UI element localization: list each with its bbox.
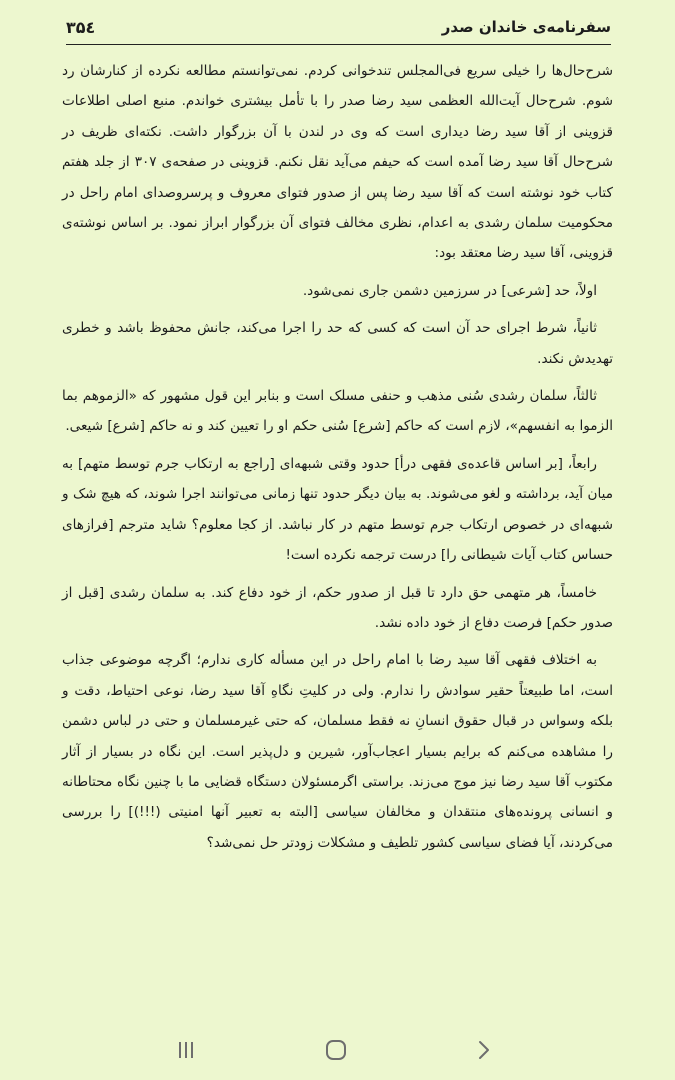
system-navigation-bar <box>0 1024 675 1080</box>
page-number: ۳۵٤ <box>66 17 96 37</box>
home-icon <box>324 1038 348 1062</box>
paragraph: ثانیاً، شرط اجرای حد آن است که کسی که حد را اجرا می‌کند، جانش محفوظ باشد و خطری تهدیدش نکند. <box>62 320 613 367</box>
paragraph: اولاً، حد [شرعی] در سرزمین دشمن جاری نمی‌شود. <box>302 282 597 299</box>
back-chevron-icon <box>473 1039 495 1061</box>
recent-apps-icon <box>175 1039 197 1061</box>
paragraph: رابعاً، [بر اساس قاعده‌ی فقهی درأ] حدود وقتی شبهه‌ای [راجع به ارتکاب جرم توسط متهم] به میان آید، برداشته و لغو می‌شوند. به بیان دیگر حدود تنها زمانی می‌توانند اجرا شوند، که هیچ شک و شبهه‌ای در خصوص ارتکاب جرم توسط متهم در کار نباشد. از کجا معلوم؟ شاید مترجم [فرازهای حساس کتاب آیات شیطانی را] درست ترجمه نکرده است! <box>62 455 613 564</box>
recent-apps-button[interactable] <box>166 1036 206 1064</box>
paragraph: خامساً، هر متهمی حق دارد تا قبل از صدور حکم، از خود دفاع کند. به سلمان رشدی [قبل از صدور حکم] فرصت دفاع از خود داده نشد. <box>62 584 613 631</box>
header-divider <box>66 44 611 45</box>
paragraph: به اختلاف فقهی آقا سید رضا با امام راحل در این مسأله کاری ندارم؛ اگرچه موضوعی جذاب است، اما طبیعتاً حقیر سوادش را ندارم. ولی در کلیتِ نگاهِ آقا سید رضا، نوعی احتیاط، دقت و بلکه وسواس در قبال حقوق انسانِ نه فقط مسلمان، که حتی غیرمسلمان و حتی در لباس دشمن را مشاهده می‌کنم که برایم بسیار اعجاب‌آور، شیرین و دل‌پذیر است. این نگاه در بسیار از آثار مکتوب آقا سید رضا نیز موج می‌زند. براستی اگرمسئولان دستگاه قضایی ما با چنین نگاه محتاطانه و انسانی پرونده‌های منتقدان و مخالفان سیاسی [البته به تعبیر آنها امنیتی (!!!)] را بررسی می‌کردند، آیا فضای سیاسی کشور تلطیف و مشکلات زودتر حل نمی‌شد؟ <box>62 652 613 851</box>
paragraph: ثالثاً، سلمان رشدی سُنی مذهب و حنفی مسلک است و بنابر این قول مشهور که «الزموهم بما الزموا به انفسهم»، لازم است که حاکم [شرع] سُنی حکم او را تعیین کند و نه حاکم [شرع] شیعی. <box>62 388 613 435</box>
back-button[interactable] <box>464 1036 504 1064</box>
paragraph: شرح‌حال‌ها را خیلی سریع فی‌المجلس تندخوانی کردم. نمی‌توانستم مطالعه نکرده از کنارشان رد شوم. شرح‌حال آیت‌الله العظمی سید رضا صدر را با تأمل بیشتری خواندم. منبع اصلی اطلاعات قزوینی از آقا سید رضا دیداری است که وی در لندن با آن بزرگوار داشت. نکته‌ای ظریف در شرح‌حال آقا سید رضا آمده است که حیفم می‌آید نقل نکنم. قزوینی در صفحه‌ی ۳۰۷ از جلد هفتم کتاب خود نوشته است که آقا سید رضا پس از صدور فتوای معروف و پرسروصدای امام راحل در محکومیت سلمان رشدی به اعدام، نظری مخالف فتوای آن بزرگوار ابراز نمود. بر اساس نوشته‌ی قزوینی، آقا سید رضا معتقد بود: <box>62 63 614 262</box>
running-title: سفرنامه‌ی خاندان صدر <box>441 18 611 36</box>
home-button[interactable] <box>316 1036 356 1064</box>
page-header <box>66 12 611 42</box>
page-body <box>62 56 613 865</box>
